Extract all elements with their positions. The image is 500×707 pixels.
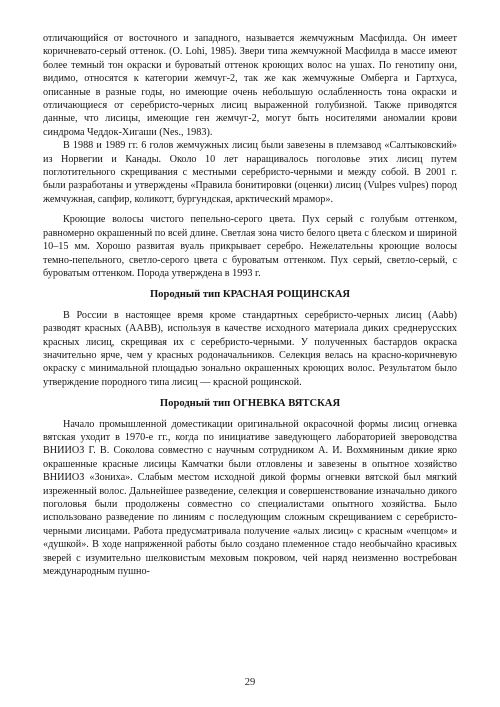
paragraph-pearl-mansfield: отличающийся от восточного и западного, называется жемчужным Масфилда. Он имеет коричневато-серый оттенок. (O. Lohi, 1985). Звери типа жемчужной Масфилда в массе имеют более темный тон окраски и буроватый оттенок кроющих волос на ушах. По генотипу они, видимо, относятся к категории жемчуг-2, так же как жемчужные Омберга и Гартхуса, описанные в разные годы, но имеющие очень небольшую ослабленность тона окраски и отличающиеся от серебристо-черных лисиц выраженной голубизной. Также приводятся данные, что лисицы, имеющие ген жемчуг-2, могут быть носителями аномалии крови синдрома Чеддок-Хигаши (Nes., 1983). bbox=[43, 33, 457, 138]
page-number: 29 bbox=[244, 677, 256, 688]
paragraph-red-roshchinskaya: В России в настоящее время кроме стандартных серебристо-черных лисиц (Aabb) разводят красных (AABB), используя в качестве исходного материала диких среднерусских красных лисиц, скрещивая их с серебристо-черными. У полученных бастардов окраска значительно ярче, чем у красных родоначальников. Селекция велась на красно-коричневую окраску с минимальной площадью зонально окрашенных кроющих волос. Результатом было утверждение породного типа лисиц — красной рощинской. bbox=[43, 309, 457, 388]
page-content bbox=[43, 32, 457, 578]
paragraph-saltykovsky-import: В 1988 и 1989 гг. 6 голов жемчужных лисиц были завезены в племзавод «Салтыковский» из Норвегии и Канады. Около 10 лет наращивалось поголовье этих лисиц путем поглотительного скрещивания с местными серебристо-черными и между собой. В 2001 г. были разработаны и утверждены «Правила бонитировки (оценки) лисиц (Vulpes vulpes) пород жемчужная, сапфир, коликотт, бургундская, арктический мрамор». bbox=[43, 140, 457, 205]
paragraph-pearl-standard: Кроющие волосы чистого пепельно-серого цвета. Пух серый с голубым оттенком, равномерно окрашенный по всей длине. Светлая зона чисто белого цвета с блеском и шириной 10–15 мм. Хорошо развитая вуаль прикрывает серебро. Нежелательны кроющие волосы темно-пепельного, светло-серого цвета с буроватым оттенком. Пух серый, светло-серый, с буроватым оттенком. Порода утверждена в 1993 г. bbox=[43, 214, 457, 279]
paragraph-ognevka-vyatskaya: Начало промышленной доместикации оригинальной окрасочной формы лисиц огневка вятская уходит в 1970-е гг., когда по инициативе заведующего лабораторией звероводства ВНИИОЗ Г. В. Соколова совместно с научным сотрудником А. И. Вохмяниным дикие ярко окрашенные красные лисицы Камчатки были отловлены и завезены в опытное хозяйство ВНИИОЗ «Зониха». Слабым местом исходной дикой формы огневки вятской был мягкий изреженный волос. Дальнейшее разведение, селекция и совершенствование изначально дикого поголовья были продолжены совместно со специалистами опытного хозяйства. Было использовано разведение по линиям с последующим сложным скрещиванием с серебристо-черными лисицами. Работа предусматривала получение «алых лисиц» с красным «чепцом» и «душкой». В ходе напряженной работы было создано племенное стадо необычайно красивых зверей с изумительно шелковистым меховым покровом, чей наряд неизменно востребован международным пушно- bbox=[43, 418, 457, 578]
heading-ognevka-vyatskaya: Породный тип ОГНЕВКА ВЯТСКАЯ bbox=[159, 398, 341, 410]
heading-red-roshchinskaya: Породный тип КРАСНАЯ РОЩИНСКАЯ bbox=[149, 289, 351, 301]
